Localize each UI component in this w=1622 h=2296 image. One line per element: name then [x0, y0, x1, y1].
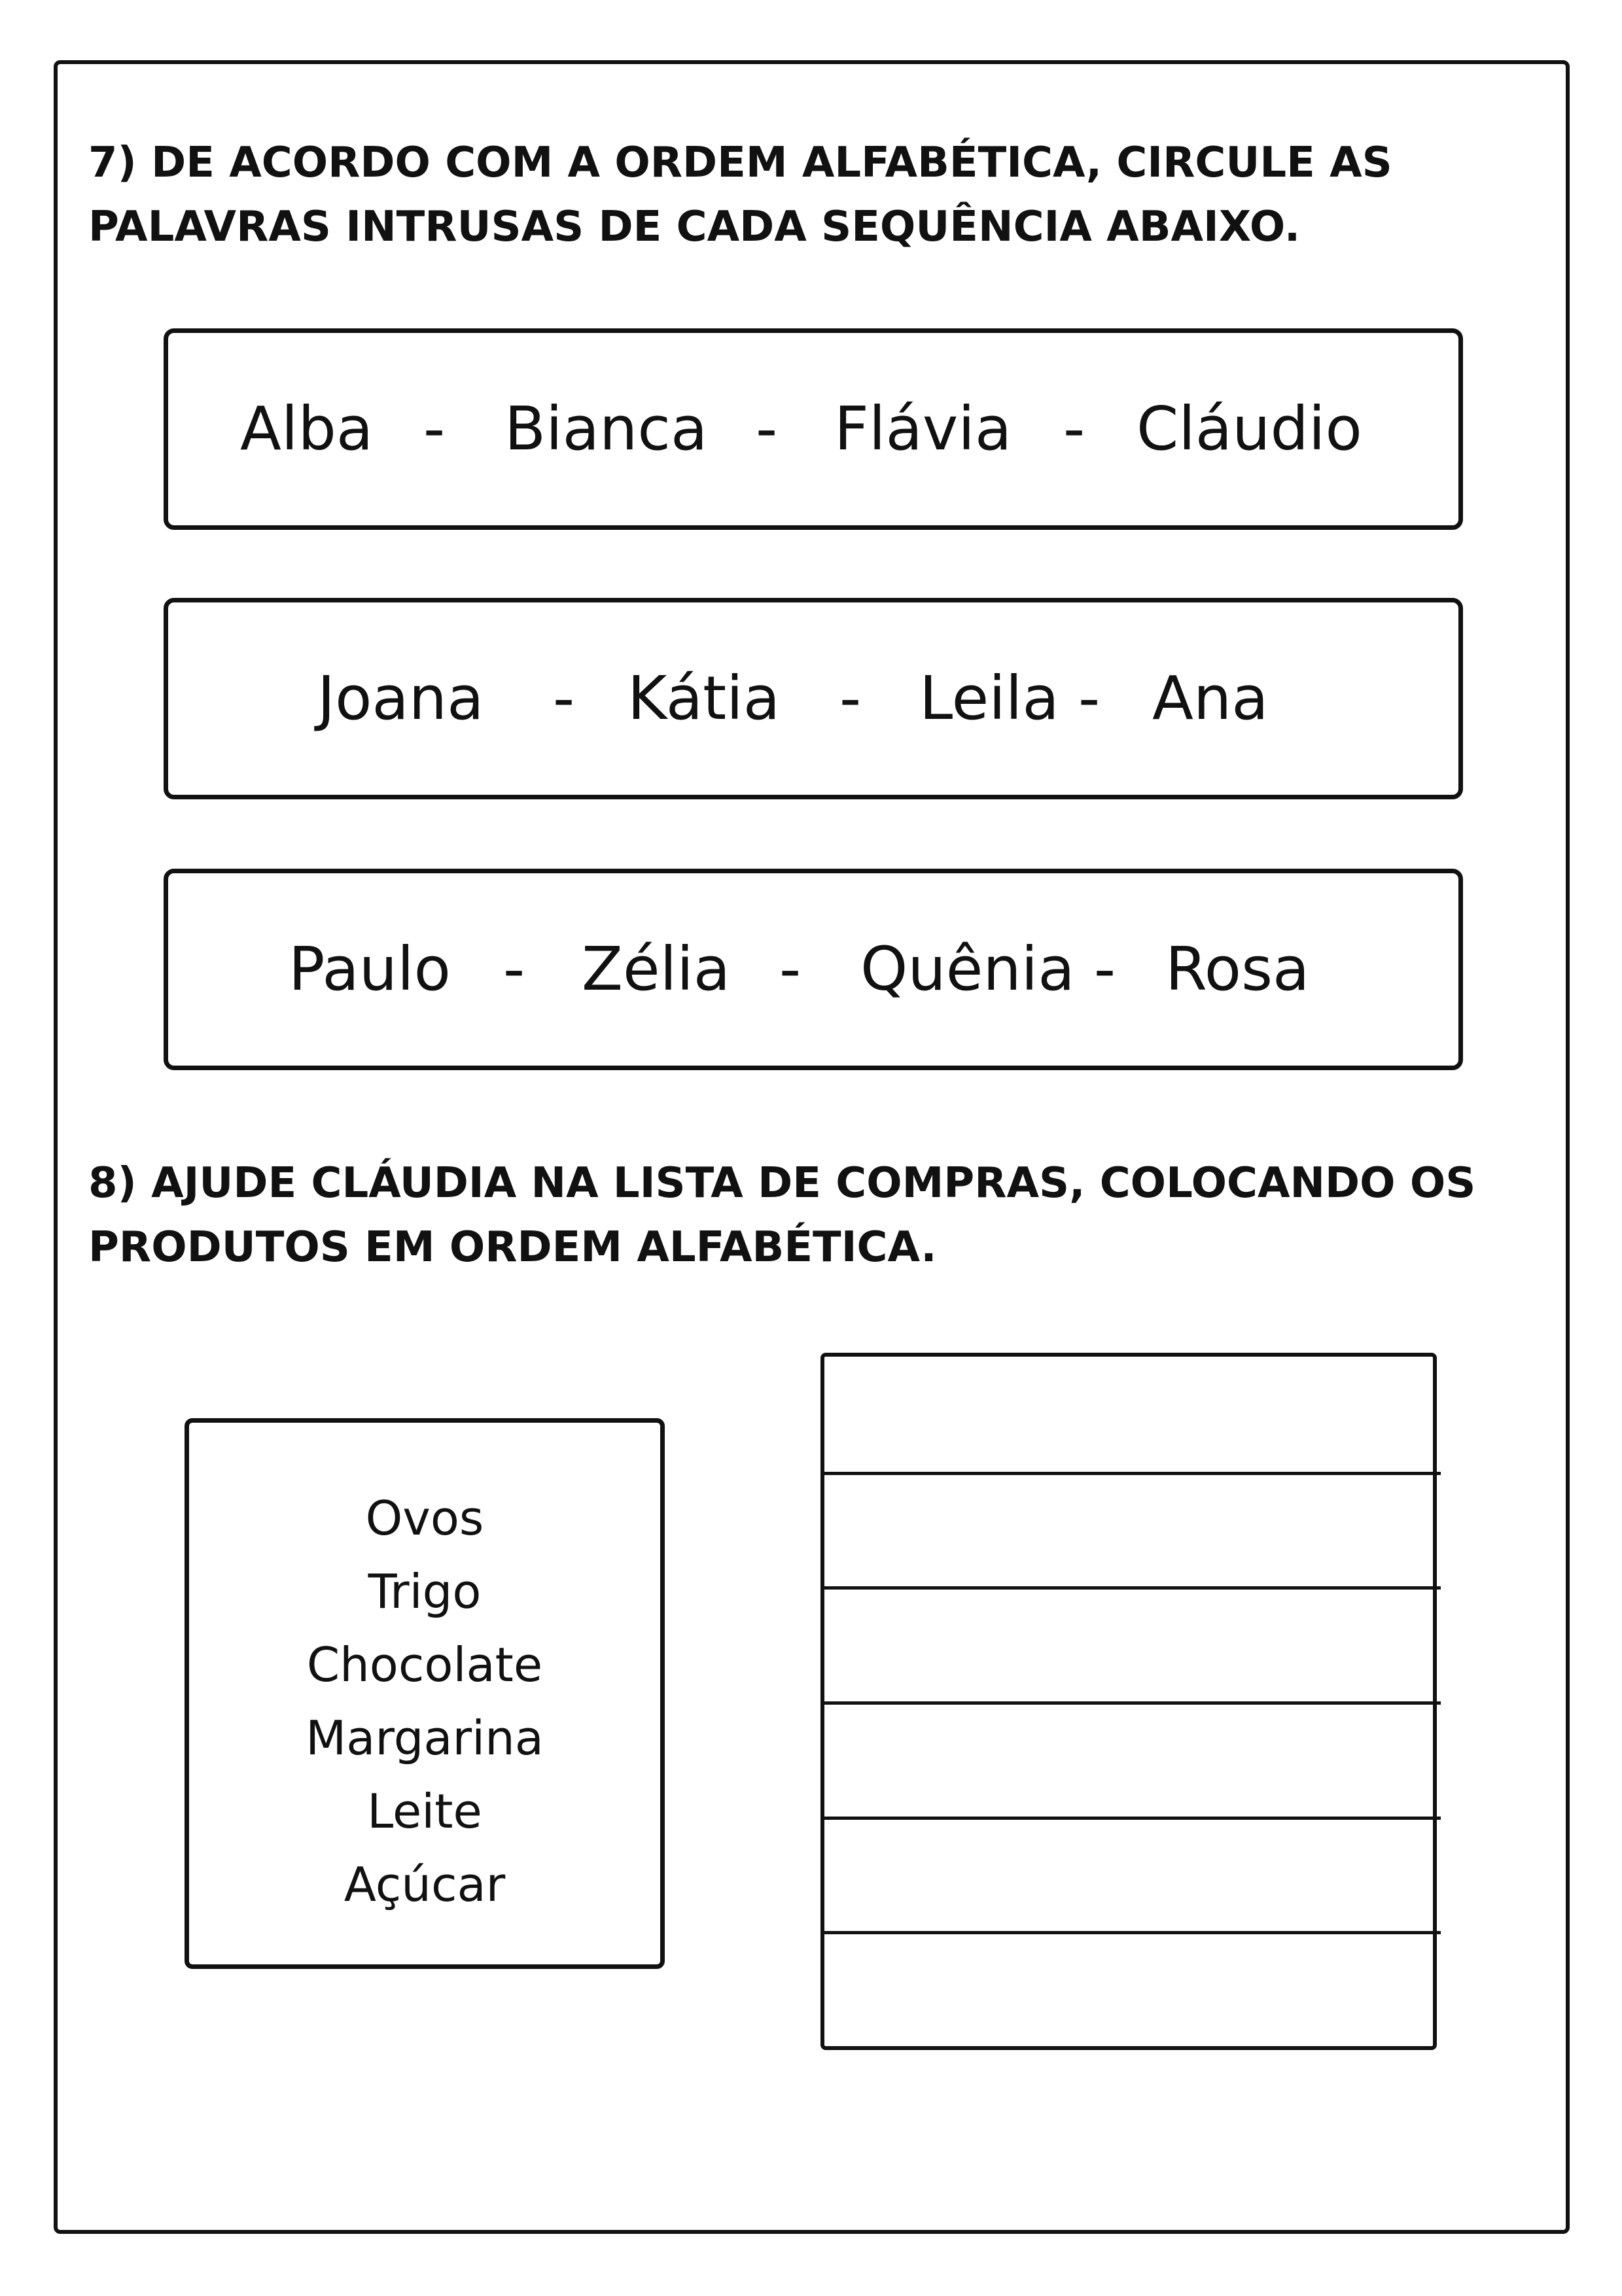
sequence-2-word-3[interactable]: Leila -: [919, 663, 1101, 733]
question-7-text: [88, 131, 1495, 259]
sequence-2-separator-1: -: [553, 663, 575, 733]
sequence-box-1: [164, 328, 1463, 530]
sequence-3-separator-2: -: [779, 934, 802, 1004]
question-8-text: [88, 1151, 1495, 1279]
shopping-item: Leite: [367, 1784, 482, 1839]
question-8-line-1: 8) AJUDE CLÁUDIA NA LISTA DE COMPRAS, COLOCANDO OS: [88, 1159, 1476, 1208]
answer-line[interactable]: [820, 1472, 1441, 1475]
sequence-2-word-2[interactable]: Kátia: [627, 663, 781, 733]
answer-line[interactable]: [820, 1701, 1441, 1705]
sequence-2-word-4[interactable]: Ana: [1152, 663, 1269, 733]
sequence-1-word-2[interactable]: Bianca: [504, 394, 708, 464]
sequence-1-separator-3: -: [1063, 394, 1085, 464]
sequence-2-word-1[interactable]: Joana: [317, 663, 484, 733]
shopping-item: Margarina: [306, 1711, 544, 1765]
sequence-1-word-3[interactable]: Flávia: [834, 394, 1012, 464]
sequence-box-3: [164, 869, 1463, 1070]
sequence-3-word-1[interactable]: Paulo: [289, 934, 451, 1004]
question-7-line-2: PALAVRAS INTRUSAS DE CADA SEQUÊNCIA ABAIXO.: [88, 203, 1301, 251]
sequence-1-word-1[interactable]: Alba: [240, 394, 374, 464]
sequence-box-2: [164, 598, 1463, 799]
sequence-3-word-4[interactable]: Rosa: [1165, 934, 1310, 1004]
sequence-3-word-2[interactable]: Zélia: [582, 934, 731, 1004]
shopping-item: Açúcar: [344, 1857, 506, 1912]
question-7-line-1: 7) DE ACORDO COM A ORDEM ALFABÉTICA, CIRCULE AS: [88, 139, 1392, 187]
shopping-item: Ovos: [365, 1491, 484, 1546]
sequence-1-word-4[interactable]: Cláudio: [1137, 394, 1362, 464]
answer-line[interactable]: [820, 1931, 1441, 1934]
answer-lines-box[interactable]: [820, 1353, 1437, 2050]
sequence-1-separator-2: -: [756, 394, 778, 464]
sequence-3-separator-1: -: [503, 934, 525, 1004]
answer-line[interactable]: [820, 1586, 1441, 1590]
question-8-line-2: PRODUTOS EM ORDEM ALFABÉTICA.: [88, 1223, 937, 1272]
shopping-item: Trigo: [368, 1564, 482, 1619]
shopping-item: Chocolate: [306, 1637, 543, 1692]
answer-line[interactable]: [820, 1817, 1441, 1820]
sequence-2-separator-2: -: [839, 663, 862, 733]
shopping-items-list: [189, 1482, 660, 1921]
sequence-3-word-3[interactable]: Quênia -: [860, 934, 1116, 1004]
shopping-items-box: [185, 1418, 665, 1969]
sequence-1-separator-1: -: [423, 394, 446, 464]
